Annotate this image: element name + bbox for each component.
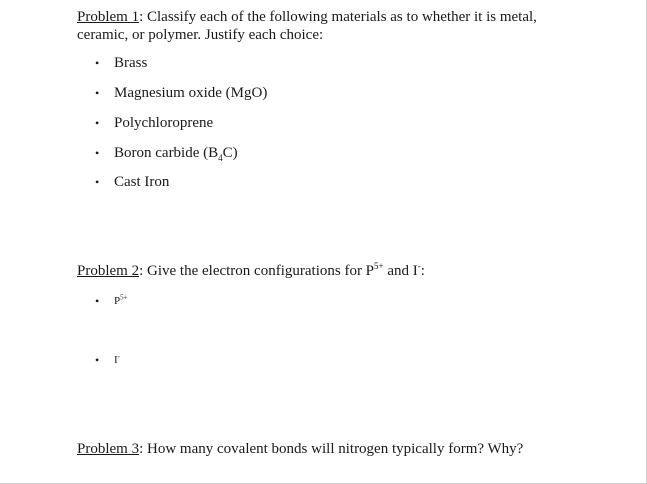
- material-name: Polychloroprene: [114, 115, 214, 131]
- superscript: -: [417, 261, 421, 271]
- problem-1-line-1: [77, 8, 577, 26]
- ion-symbol: [114, 351, 120, 369]
- superscript: 5+: [374, 261, 384, 271]
- ion-base: I: [114, 354, 118, 366]
- problem-3-label: Problem 3: [77, 441, 140, 457]
- material-name-part: Boron carbide (B: [114, 145, 219, 161]
- problem-2-text: and I: [383, 263, 418, 279]
- problem-3-line: [77, 440, 577, 458]
- problem-1-label: Problem 1: [77, 9, 140, 25]
- material-name: [114, 144, 238, 162]
- material-name: Cast Iron: [114, 174, 170, 190]
- subscript: 4: [218, 153, 223, 163]
- problem-2-label: Problem 2: [77, 263, 140, 279]
- bullet-icon: •: [95, 175, 100, 189]
- ion-base: P: [114, 295, 121, 307]
- problem-1-text-line-1: : Classify each of the following materials as to whether it is metal,: [139, 9, 537, 25]
- superscript: -: [117, 352, 121, 361]
- problem-2-text: :: [420, 263, 425, 279]
- material-name: Magnesium oxide (MgO): [114, 85, 268, 101]
- problem-2-text: : Give the electron configurations for P: [139, 263, 375, 279]
- bullet-icon: •: [95, 146, 100, 160]
- bullet-icon: •: [95, 353, 100, 367]
- problem-3: [77, 440, 577, 458]
- material-name-part: C): [222, 145, 238, 161]
- ion-symbol: [114, 292, 128, 310]
- problem-2: [77, 262, 577, 280]
- bullet-icon: •: [95, 56, 100, 70]
- bullet-icon: •: [95, 86, 100, 100]
- problem-3-text: : How many covalent bonds will nitrogen typically form? Why?: [139, 441, 524, 457]
- problem-1: [77, 8, 577, 44]
- problem-2-line: [77, 262, 577, 280]
- bullet-icon: •: [95, 294, 100, 308]
- material-name: Brass: [114, 55, 148, 71]
- bullet-icon: •: [95, 116, 100, 130]
- problem-1-text-line-2: ceramic, or polymer. Justify each choice:: [77, 27, 324, 43]
- superscript: 5+: [120, 293, 128, 302]
